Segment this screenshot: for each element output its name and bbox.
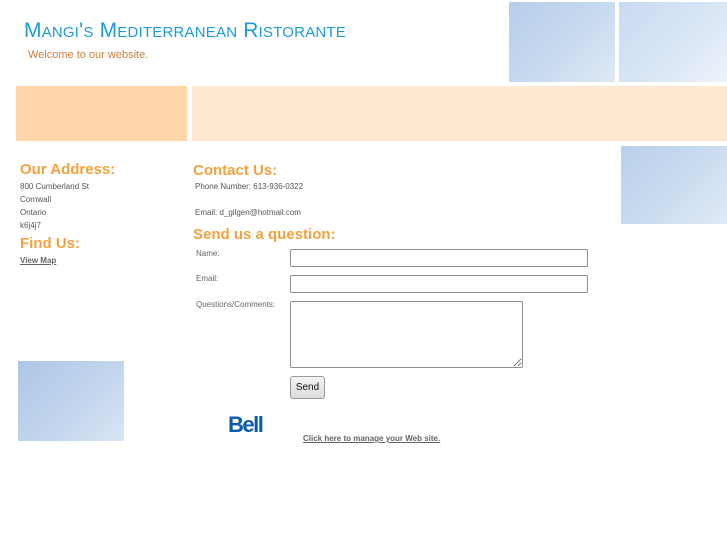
contact-heading: Contact Us:: [193, 162, 278, 179]
address-postal-code: k6j4j7: [20, 221, 41, 230]
address-province: Ontario: [20, 208, 47, 217]
find-us-heading: Find Us:: [20, 235, 80, 252]
phone-number: Phone Number: 613-936-0322: [195, 182, 304, 191]
decorative-tile-right: [621, 146, 727, 224]
header-band-left: [16, 86, 187, 141]
view-map-link[interactable]: View Map: [20, 256, 57, 265]
welcome-tagline: Welcome to our website.: [28, 49, 149, 61]
contact-email: Email: d_gilgen@hotmail.com: [195, 208, 301, 217]
name-label: Name:: [196, 249, 220, 258]
site-title: Mangi's Mediterranean Ristorante: [24, 19, 346, 42]
address-heading: Our Address:: [20, 161, 116, 178]
manage-website-link[interactable]: Click here to manage your Web site.: [303, 434, 441, 443]
header-band-right: [192, 86, 727, 141]
email-label: Email:: [196, 274, 219, 283]
send-button[interactable]: Send: [290, 376, 325, 399]
email-input[interactable]: [290, 275, 588, 293]
question-form-heading: Send us a question:: [193, 226, 336, 243]
decorative-tile-top-right: [619, 2, 727, 82]
decorative-tile-bottom-left: [18, 361, 124, 441]
address-street: 800 Cumberland St: [20, 182, 89, 191]
address-city: Cornwall: [20, 195, 52, 204]
name-input[interactable]: [290, 249, 588, 267]
comments-label: Questions/Comments:: [196, 300, 276, 309]
comments-textarea[interactable]: [290, 301, 523, 368]
decorative-tile-top-left: [509, 2, 615, 82]
bell-logo: Bell: [228, 412, 263, 437]
